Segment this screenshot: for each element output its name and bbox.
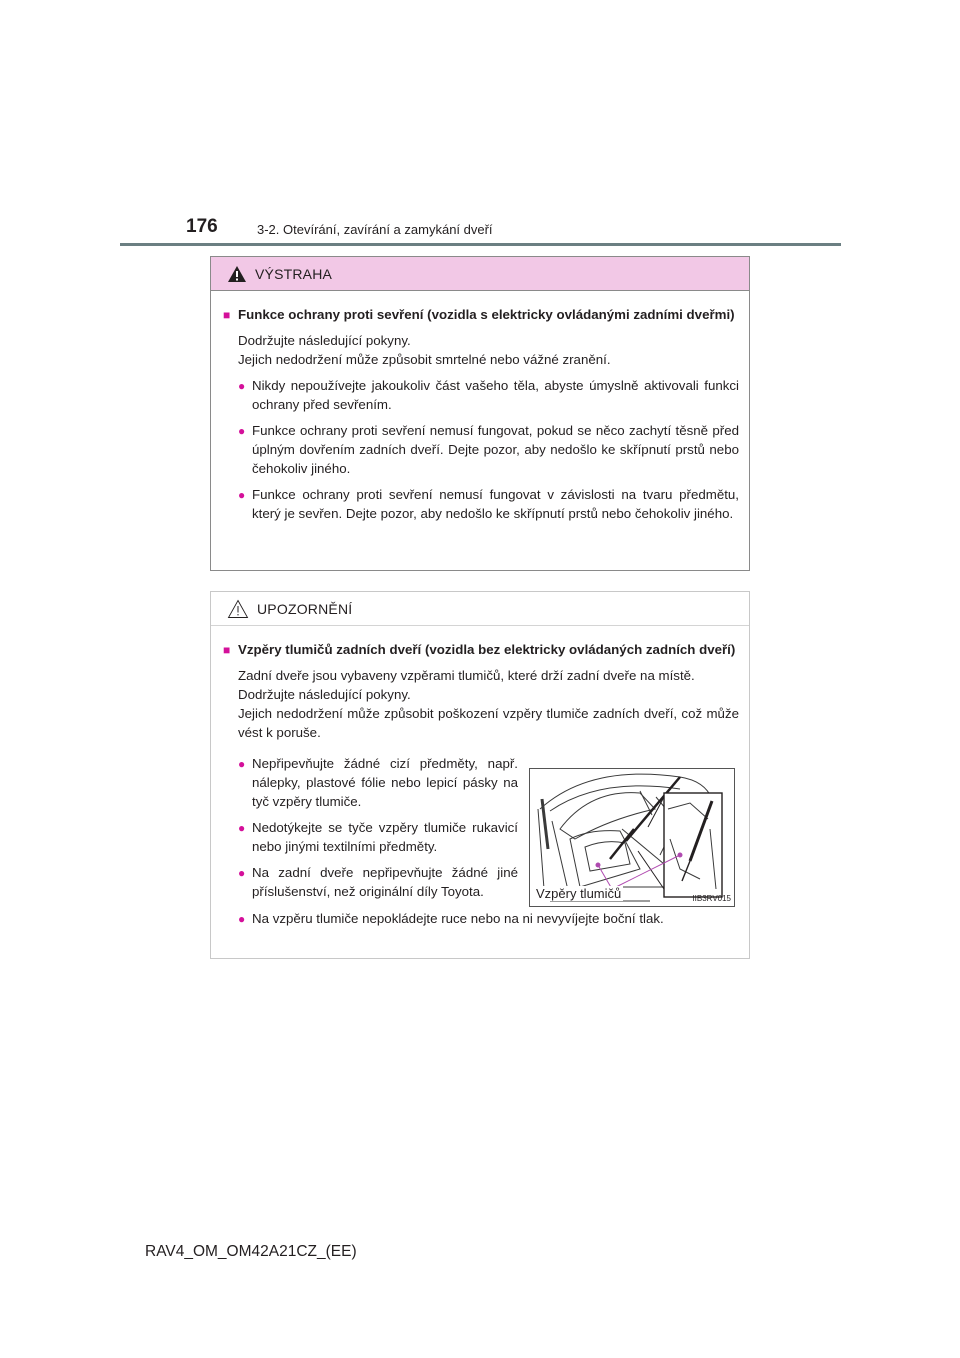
caution-bullet: ● Nedotýkejte se tyče vzpěry tlumiče rukavicí nebo jinými textilními předměty. xyxy=(238,820,518,854)
caution-bullet: ● Na vzpěru tlumiče nepokládejte ruce nebo na ni nevyvíjejte boční tlak. xyxy=(223,909,739,929)
header-rule xyxy=(120,243,841,246)
figure-code: IIB3RV015 xyxy=(692,894,731,903)
warning-bullet: ● Funkce ochrany proti sevření nemusí fungovat v závislosti na tvaru předmětu, který je sevřen. Dejte pozor, aby nedošlo ke skřípnutí prstů nebo čehokoliv jiného. xyxy=(238,487,739,521)
figure-label: Vzpěry tlumičů xyxy=(536,886,622,901)
round-bullet-icon: ● xyxy=(238,912,246,926)
round-bullet-icon: ● xyxy=(238,866,246,880)
warning-bullet: ● Nikdy nepoužívejte jakoukoliv část vašeho těla, abyste úmyslně aktivovali funkci ochrany před sevřením. xyxy=(238,378,739,412)
round-bullet-icon: ● xyxy=(238,379,246,393)
round-bullet-icon: ● xyxy=(238,757,246,771)
caution-bullet: ● Na zadní dveře nepřipevňujte žádné jiné příslušenství, než originální díly Toyota. xyxy=(238,865,518,899)
caution-bullet: ● Nepřipevňujte žádné cizí předměty, např. nálepky, plastové fólie nebo lepicí pásky na tyč vzpěry tlumiče. xyxy=(238,756,518,809)
caution-heading: ■ Vzpěry tlumičů zadních dveří (vozidla bez elektricky ovládaných zadních dveří) xyxy=(223,640,739,660)
caution-header xyxy=(211,592,749,626)
caution-triangle-icon xyxy=(227,599,249,619)
damper-stay-illustration xyxy=(529,768,735,907)
square-bullet-icon: ■ xyxy=(223,643,231,657)
round-bullet-icon: ● xyxy=(238,424,246,438)
caution-intro: Zadní dveře jsou vybaveny vzpěrami tlumičů, které drží zadní dveře na místě. Dodržujte následující pokyny. Jejich nedodržení může způsobit poškození vzpěry tlumiče zadních dveří, což může vést k poruše. xyxy=(238,668,739,740)
warning-intro: Dodržujte následující pokyny. Jejich nedodržení může způsobit smrtelné nebo vážné zranění. xyxy=(238,333,611,367)
warning-box xyxy=(210,256,750,571)
running-head: 3-2. Otevírání, zavírání a zamykání dveří xyxy=(257,222,493,237)
round-bullet-icon: ● xyxy=(238,488,246,502)
caution-box xyxy=(210,591,750,959)
warning-bullet: ● Funkce ochrany proti sevření nemusí fungovat, pokud se něco zachytí těsně před úplným dovřením zadních dveří. Dejte pozor, aby nedošlo ke skřípnutí prstů nebo čehokoliv jiného. xyxy=(238,423,739,476)
footer-code: RAV4_OM_OM42A21CZ_(EE) xyxy=(145,1243,357,1260)
caution-label: UPOZORNĚNÍ xyxy=(257,600,353,617)
square-bullet-icon: ■ xyxy=(223,308,231,322)
round-bullet-icon: ● xyxy=(238,821,246,835)
warning-triangle-icon xyxy=(227,265,247,283)
warning-header xyxy=(211,257,749,291)
page-number: 176 xyxy=(186,216,218,237)
warning-heading: ■ Funkce ochrany proti sevření (vozidla s elektricky ovládanými zadními dveřmi) xyxy=(223,305,739,325)
warning-label: VÝSTRAHA xyxy=(255,265,333,282)
